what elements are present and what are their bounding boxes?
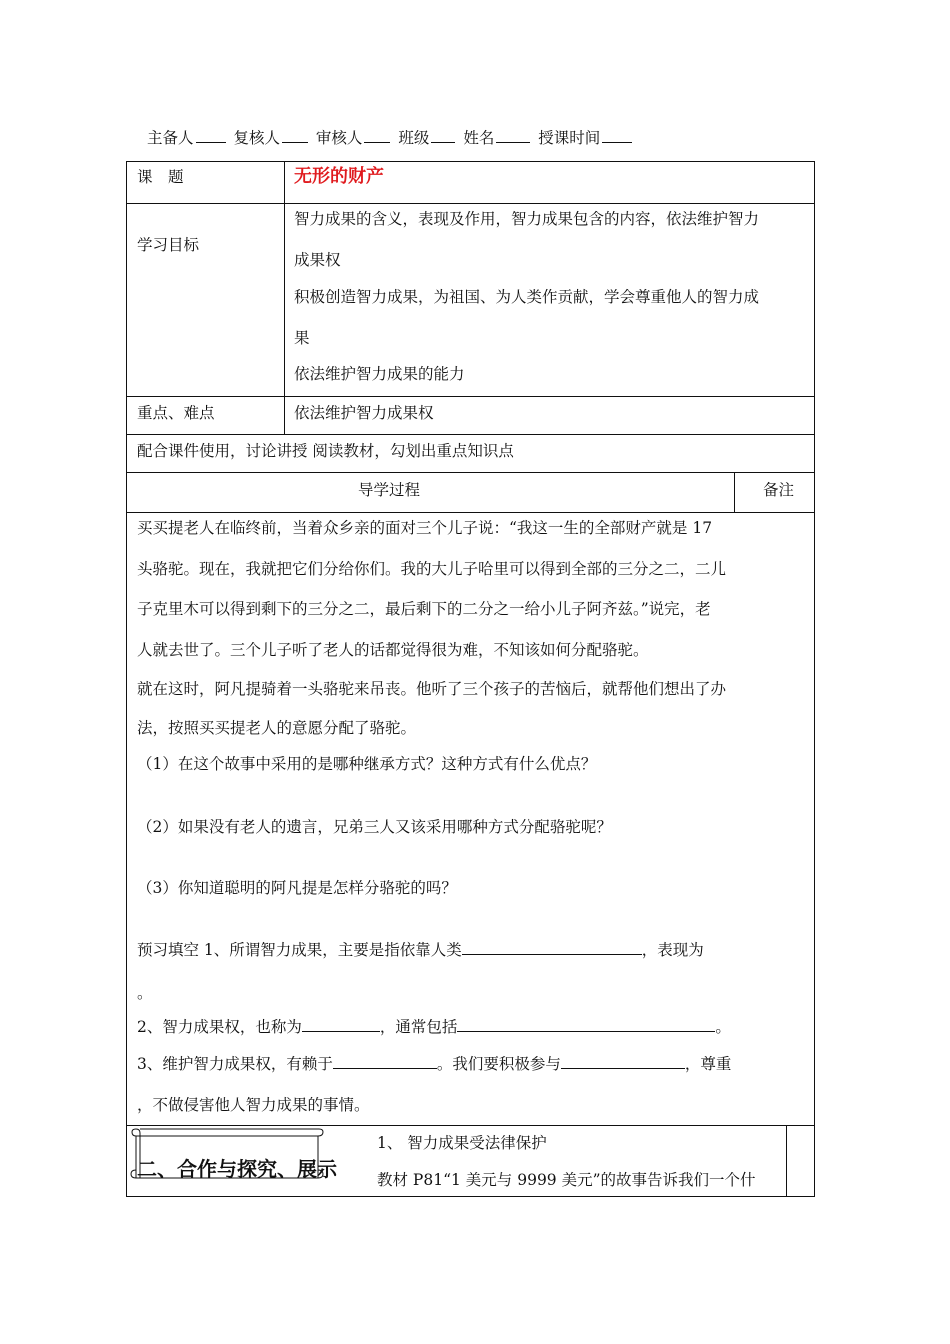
class-label: 班级 — [398, 129, 430, 147]
row-divider — [126, 203, 815, 204]
reviewed-by-blank — [282, 128, 308, 143]
method-text: 配合课件使用，讨论讲授 阅读教材，勾划出重点知识点 — [137, 442, 514, 460]
row-divider — [126, 396, 815, 397]
goals-line: 依法维护智力成果的能力 — [294, 365, 465, 383]
story-line: 就在这时，阿凡提骑着一头骆驼来吊丧。他听了三个孩子的苦恼后，就帮他们想出了办 — [137, 680, 727, 698]
name-label: 姓名 — [463, 129, 495, 147]
prepared-by-label: 主备人 — [147, 129, 194, 147]
row-divider — [126, 472, 815, 473]
column-divider — [786, 1125, 787, 1197]
fill-q1 — [137, 938, 704, 960]
key-points-label: 重点、难点 — [137, 404, 215, 422]
fill-q1-cont: 。 — [137, 984, 153, 1002]
fill-blank[interactable] — [462, 940, 642, 955]
audited-by-blank — [364, 128, 390, 143]
story-line: 法，按照买买提老人的意愿分配了骆驼。 — [137, 719, 417, 737]
fill-blank[interactable] — [561, 1054, 685, 1069]
lesson-time-blank — [602, 128, 632, 143]
fill-q3-mid: 。我们要积极参与 — [436, 1055, 561, 1073]
row-divider — [126, 434, 815, 435]
section2-text: 教材 P81“1 美元与 9999 美元”的故事告诉我们一个什 — [377, 1171, 756, 1189]
row-divider — [126, 1125, 815, 1126]
fill-q1-prefix: 预习填空 1、所谓智力成果，主要是指依靠人类 — [137, 941, 462, 959]
topic-label: 课 题 — [137, 168, 184, 186]
goals-line: 积极创造智力成果，为祖国、为人类作贡献，学会尊重他人的智力成 — [294, 288, 760, 306]
goals-label: 学习目标 — [137, 236, 200, 254]
lesson-time-label: 授课时间 — [538, 129, 601, 147]
notes-label: 备注 — [763, 481, 795, 499]
section2-item: 1、 智力成果受法律保护 — [377, 1134, 547, 1152]
story-line: 子克里木可以得到剩下的三分之二，最后剩下的二分之一给小儿子阿齐兹。”说完，老 — [137, 600, 711, 618]
fill-blank[interactable] — [333, 1054, 437, 1069]
page-title: 无形的财产 — [294, 166, 384, 187]
reviewed-by-label: 复核人 — [233, 129, 280, 147]
process-label: 导学过程 — [358, 481, 421, 499]
goals-line: 智力成果的含义，表现及作用，智力成果包含的内容，依法维护智力 — [294, 210, 760, 228]
story-line: 头骆驼。现在，我就把它们分给你们。我的大儿子哈里可以得到全部的三分之二，二儿 — [137, 560, 727, 578]
prepared-by-blank — [196, 128, 226, 143]
fill-q2-prefix: 2、智力成果权，也称为 — [137, 1018, 302, 1036]
column-divider — [734, 472, 735, 512]
question-item: （2）如果没有老人的遗言，兄弟三人又该采用哪种方式分配骆驼呢？ — [137, 818, 612, 836]
fill-q3-prefix: 3、维护智力成果权，有赖于 — [137, 1055, 333, 1073]
question-item: （1）在这个故事中采用的是哪种继承方式？这种方式有什么优点？ — [137, 755, 597, 773]
story-line: 买买提老人在临终前，当着众乡亲的面对三个儿子说：“我这一生的全部财产就是 17 — [137, 519, 713, 537]
fill-q3 — [137, 1052, 731, 1074]
class-blank — [431, 128, 455, 143]
question-item: （3）你知道聪明的阿凡提是怎样分骆驼的吗？ — [137, 879, 457, 897]
story-line: 人就去世了。三个儿子听了老人的话都觉得很为难，不知该如何分配骆驼。 — [137, 641, 649, 659]
fill-q2 — [137, 1015, 731, 1037]
fill-q2-suffix: 。 — [715, 1018, 731, 1036]
audited-by-label: 审核人 — [315, 129, 363, 147]
fill-q2-mid: ，通常包括 — [379, 1018, 458, 1036]
goals-line: 成果权 — [294, 251, 341, 269]
fill-blank[interactable] — [302, 1017, 380, 1032]
fill-q3-suffix: ，尊重 — [684, 1055, 732, 1073]
form-header — [147, 126, 635, 148]
fill-q3-cont: ，不做侵害他人智力成果的事情。 — [137, 1096, 370, 1114]
key-points-text: 依法维护智力成果权 — [294, 404, 434, 422]
goals-line: 果 — [294, 329, 310, 347]
fill-blank[interactable] — [457, 1017, 715, 1032]
row-divider — [126, 512, 815, 513]
section-heading: 二、合作与探究、展示 — [137, 1157, 337, 1181]
name-blank — [496, 128, 530, 143]
fill-q1-suffix: ，表现为 — [641, 941, 704, 959]
column-divider — [284, 161, 285, 434]
